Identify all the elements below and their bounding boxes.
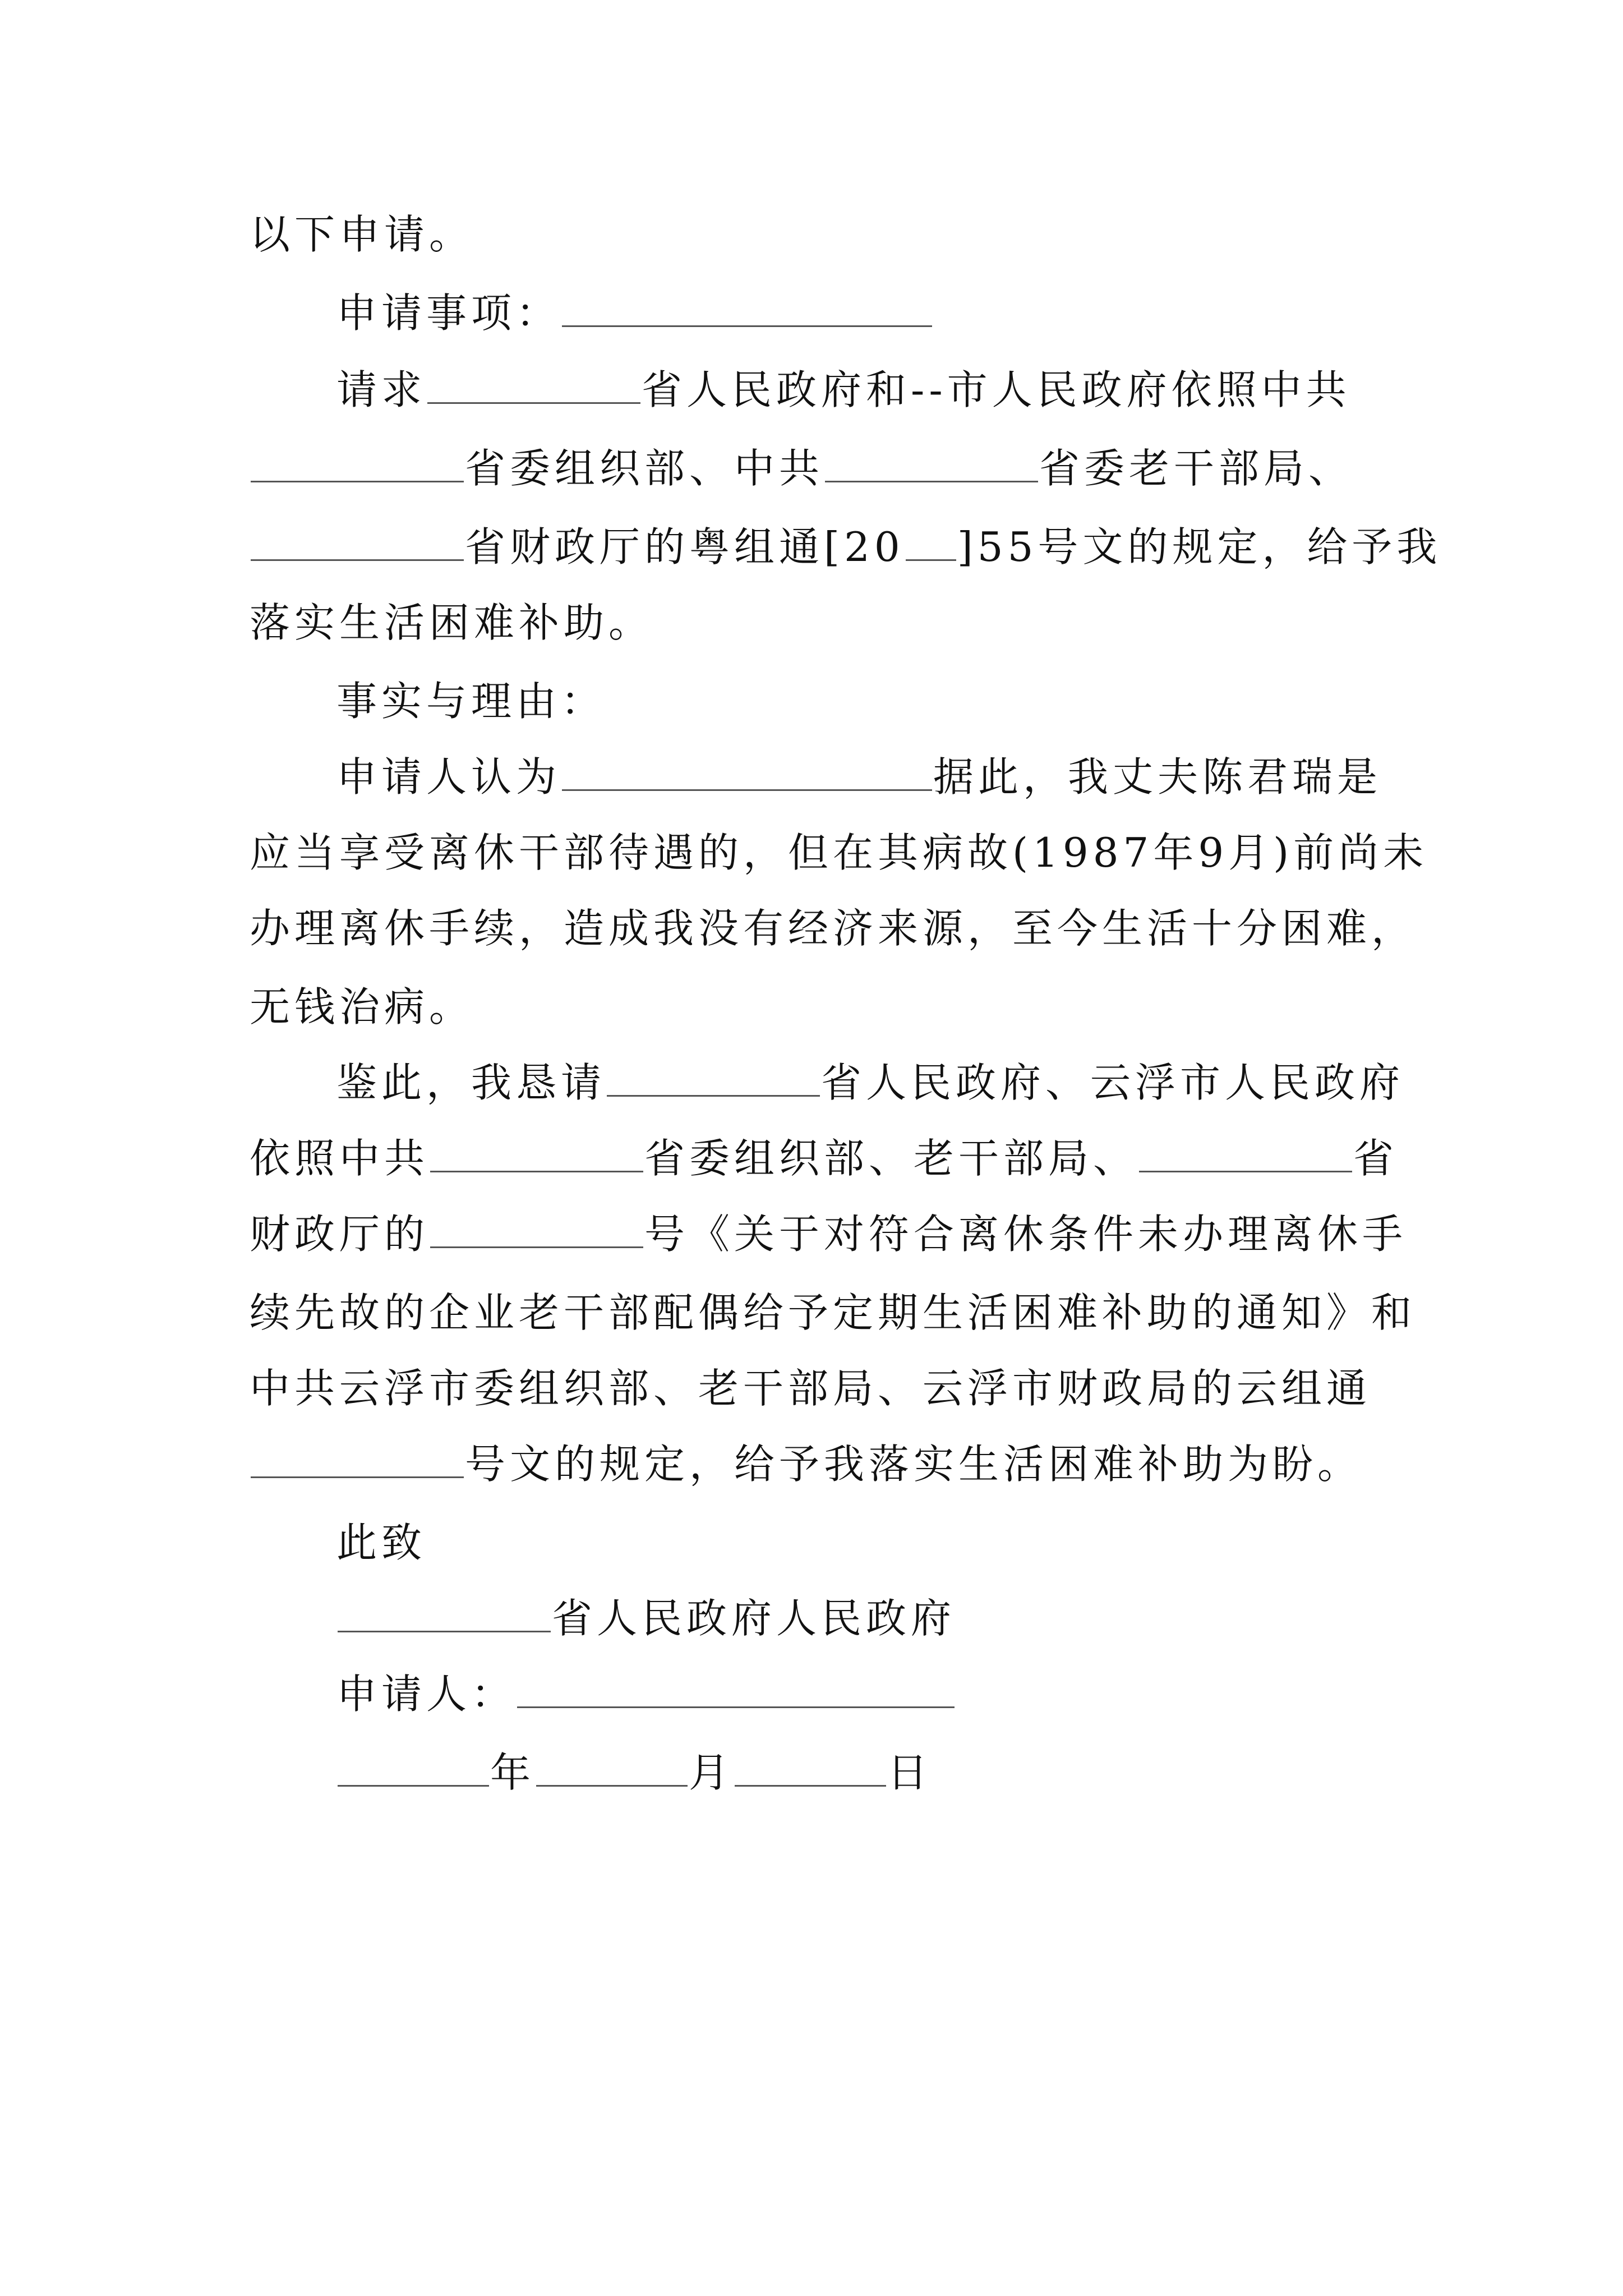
blank-field [338, 1750, 489, 1787]
text-line: 办理离休手续，造成我没有经济来源，至今生活十分困难， [250, 905, 1417, 952]
blank-field [251, 524, 464, 561]
text-line: 中共云浮市委组织部、老干部局、云浮市财政局的云组通 [250, 1365, 1372, 1412]
blank-field [607, 1060, 820, 1097]
blank-field [735, 1750, 886, 1787]
blank-field [251, 1442, 464, 1478]
blank-field [430, 1212, 643, 1248]
recipient-line: 省人民政府人民政府 [336, 1590, 1394, 1646]
text-line: 申请人认为 据此，我丈夫陈君瑞是 [336, 753, 1382, 800]
text-line: 落实生活困难补助。 [250, 599, 654, 646]
blank-field [517, 1672, 955, 1708]
text-line: 无钱治病。 [250, 983, 474, 1030]
text-line: 请求 省人民政府和--市人民政府依照中共 [336, 366, 1351, 413]
text-line: 省委组织部、中共 省委老干部局、 [250, 440, 1394, 496]
blank-field [1139, 1136, 1352, 1172]
text-line: 号文的规定，给予我落实生活困难补助为盼。 [250, 1436, 1394, 1492]
blank-field [906, 524, 956, 561]
application-item-line: 申请事项： [336, 285, 1394, 341]
blank-field [562, 754, 932, 791]
text-line: 应当享受离休干部待遇的，但在其病故(1987年9月)前尚未 [250, 829, 1428, 876]
blank-field [562, 291, 932, 327]
text-line: 续先故的企业老干部配偶给予定期生活困难补助的通知》和 [250, 1289, 1417, 1336]
blank-field [825, 446, 1038, 482]
text-line: 鉴此，我恳请 省人民政府、云浮市人民政府 [336, 1059, 1405, 1106]
blank-field [427, 367, 640, 404]
text-line: 省财政厅的粤组通[20 ]55号文的规定，给予我 [250, 519, 1394, 575]
blank-field [251, 446, 464, 482]
text-line: 依照中共 省委组织部、老干部局、 省 [250, 1135, 1399, 1182]
date-line: 年 月 日 [336, 1745, 1394, 1801]
blank-field [430, 1136, 643, 1172]
applicant-signature-line: 申请人： [336, 1666, 1394, 1722]
text-line: 以下申请。 [250, 211, 474, 258]
blank-field [536, 1750, 688, 1787]
blank-field [338, 1596, 551, 1632]
salutation: 此致 [336, 1519, 427, 1566]
text-line: 财政厅的 号《关于对符合离休条件未办理离休手 [250, 1211, 1408, 1258]
section-heading: 事实与理由： [336, 678, 606, 725]
